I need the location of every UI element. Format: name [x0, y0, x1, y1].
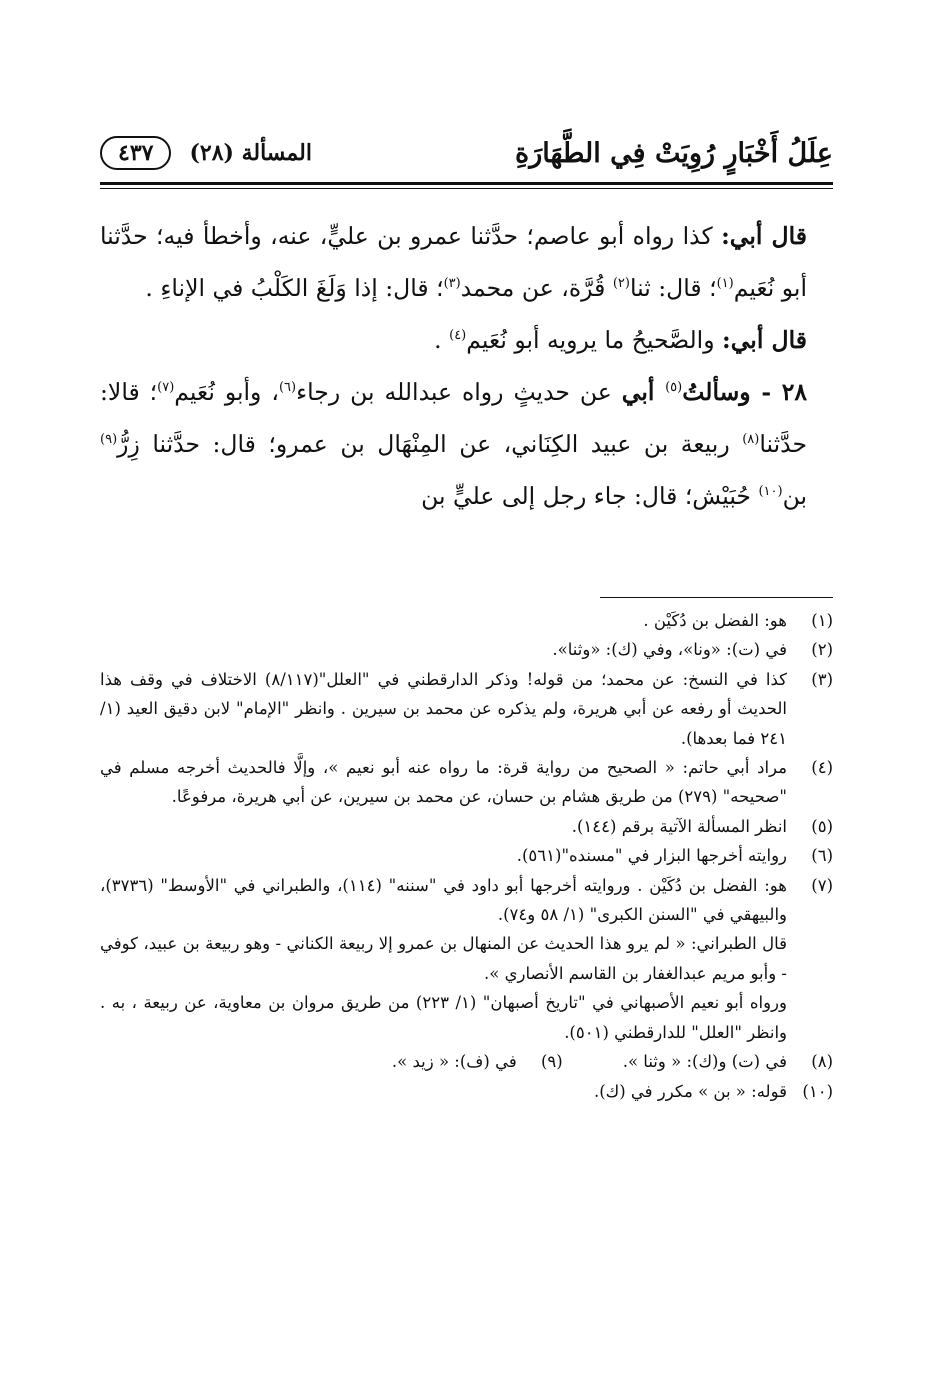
footnote-number: (٢)	[811, 640, 833, 660]
footnote-text	[392, 1047, 517, 1076]
footnote	[100, 812, 833, 841]
footnote	[100, 871, 833, 1047]
footnote-divider	[600, 597, 833, 598]
footnote-line: في (ت): «ونا»، وفي (ك): «وثنا».	[552, 640, 787, 660]
footnote-text	[100, 606, 787, 635]
footnote-ref: (٣)	[443, 276, 461, 292]
paragraph-1	[100, 210, 833, 314]
footnote-row	[100, 1047, 833, 1076]
page-header	[100, 128, 833, 178]
footnote-line: كذا في النسخ: عن محمد؛ من قوله! وذكر الدارقطني في "العلل"(٨/١١٧) الاختلاف في وقف هذا الحديث أو رفعه عن أبي هريرة، ولم يذكره عن محمد بن سيرين . وانظر "الإمام" لابن دقيق العيد (١/ ٢٤١ فما بعدها).	[100, 669, 788, 748]
footnote-number: (٦)	[811, 846, 833, 866]
footnote-text	[100, 1077, 787, 1106]
footnote-ref: (٦)	[278, 380, 297, 396]
footnote	[100, 606, 833, 635]
footnote-number: (٩)	[540, 1052, 563, 1072]
footnote-text	[100, 812, 787, 841]
text-run: والصَّحيحُ ما يرويه أبو نُعَيم	[466, 326, 723, 354]
footnote-line: روايته أخرجها البزار في "مسنده"(٥٦١).	[516, 846, 787, 866]
text-run: كذا رواه أبو عاصم؛ حدَّثنا عمرو بن عليٍّ، عنه، وأخطأ فيه؛ حدَّثنا أبو نُعَيم	[100, 222, 807, 302]
header-rule-thick	[100, 182, 833, 185]
footnote-text	[100, 841, 787, 870]
footnote-number: (٤)	[811, 758, 833, 778]
footnote-line: ورواه أبو نعيم الأصبهاني في "تاريخ أصبهان" (١/ ٢٢٣) من طريق مروان بن معاوية، عن ربيعة ، به . وانظر "العلل" للدارقطني (٥٠١).	[100, 993, 787, 1042]
footnote	[100, 665, 833, 753]
footnote	[100, 635, 833, 664]
footnote-number: (٣)	[811, 669, 833, 689]
text-run: ، وأبو نُعَيم	[174, 378, 279, 406]
footnote-line: انظر المسألة الآتية برقم (١٤٤).	[571, 816, 787, 836]
issue-number: ٢٨ -	[761, 378, 807, 406]
text-run: بن	[782, 482, 807, 510]
footnote-ref: (٥)	[665, 380, 683, 396]
footnote-ref: (٨)	[742, 432, 760, 448]
text-run: قُرَّة، عن محمد	[460, 274, 613, 302]
header-rule-thin	[100, 188, 833, 189]
footnote-ref: (٧)	[157, 380, 175, 396]
footnote-text	[623, 1047, 787, 1076]
footnote-line: قال الطبراني: « لم يرو هذا الحديث عن المنهال بن عمرو إلا ربيعة الكناني - وهو ربيعة بن عبيد، كوفي - وأبو مريم عبدالغفار بن القاسم الأنصاري ».	[100, 934, 787, 983]
footnote-line: هو: الفضل بن دُكَيْن .	[643, 611, 787, 630]
footnote	[100, 841, 833, 870]
text-run: ؛ قالا: حدَّثنا	[100, 378, 807, 458]
footnote-text	[100, 871, 787, 1047]
footnote-text	[100, 753, 787, 812]
footnote-text	[100, 635, 787, 664]
footnote-ref: (٩)	[100, 432, 118, 448]
footnote-number: (٥)	[811, 816, 833, 836]
footnote	[100, 753, 833, 812]
issue-label: المسألة (٢٨)	[189, 140, 312, 166]
footnotes	[100, 606, 833, 1106]
text-run: ربيعة بن عبيد الكِنَاني، عن المِنْهَال بن عمرو؛ قال: حدَّثنا زِرُّ	[117, 430, 743, 458]
book-title: عِلَلُ أَخْبَارٍ رُوِيَتْ فِي الطَّهَارَةِ	[515, 137, 833, 169]
footnote-line: هو: الفضل بن دُكَيْن . وروايته أخرجها أبو داود في "سننه" (١١٤)، والطبراني في "الأوسط" (٣٧٣٦)، والبيهقي في "السنن الكبرى" (١/ ٥٨ و٧٤).	[100, 875, 788, 925]
paragraph-2	[100, 314, 833, 366]
footnote-line: في (ت) و(ك): « وثنا ».	[622, 1052, 787, 1072]
footnote-number: (٧)	[811, 875, 833, 895]
lead-phrase: أبي	[621, 378, 666, 406]
lead-phrase: وسألتُ	[682, 378, 762, 406]
page-number: ٤٣٧	[100, 136, 171, 170]
lead-phrase: قال أبي:	[722, 326, 807, 354]
footnote	[100, 1077, 833, 1106]
paragraph-3	[100, 366, 833, 522]
footnote-number: (١٠)	[802, 1081, 833, 1101]
footnote-text	[100, 665, 787, 753]
lead-phrase: قال أبي:	[721, 222, 807, 250]
footnote-number: (١)	[811, 611, 833, 630]
footnote	[392, 1047, 563, 1076]
header-left-group	[100, 136, 312, 170]
footnote-line: في (ف): « زيد ».	[391, 1052, 517, 1072]
footnote	[623, 1047, 833, 1076]
footnote-ref: (١٠)	[758, 484, 783, 500]
footnote-line: مراد أبي حاتم: « الصحيح من رواية قرة: ما رواه عنه أبو نعيم »، وإلَّا فالحديث أخرجه مسلم في "صحيحه" (٢٧٩) من طريق هشام بن حسان، عن محمد بن سيرين، عن أبي هريرة، مرفوعًا.	[100, 758, 787, 807]
footnote-number: (٨)	[811, 1052, 833, 1072]
footnote-ref: (١)	[716, 276, 734, 292]
footnote-ref: (٤)	[449, 328, 467, 344]
footnote-line: قوله: « بن » مكرر في (ك).	[593, 1081, 787, 1101]
main-text	[100, 210, 833, 522]
text-run: ؛ قال: ثنا	[629, 274, 717, 302]
text-run: عن حديثٍ رواه عبدالله بن رجاء	[296, 378, 622, 406]
text-run: حُبَيْش؛ قال: جاء رجل إلى عليٍّ بن	[421, 482, 759, 510]
text-run: .	[434, 326, 450, 354]
footnote-ref: (٢)	[612, 276, 630, 292]
text-run: ؛ قال: إذا وَلَغَ الكَلْبُ في الإناءِ .	[145, 274, 444, 302]
